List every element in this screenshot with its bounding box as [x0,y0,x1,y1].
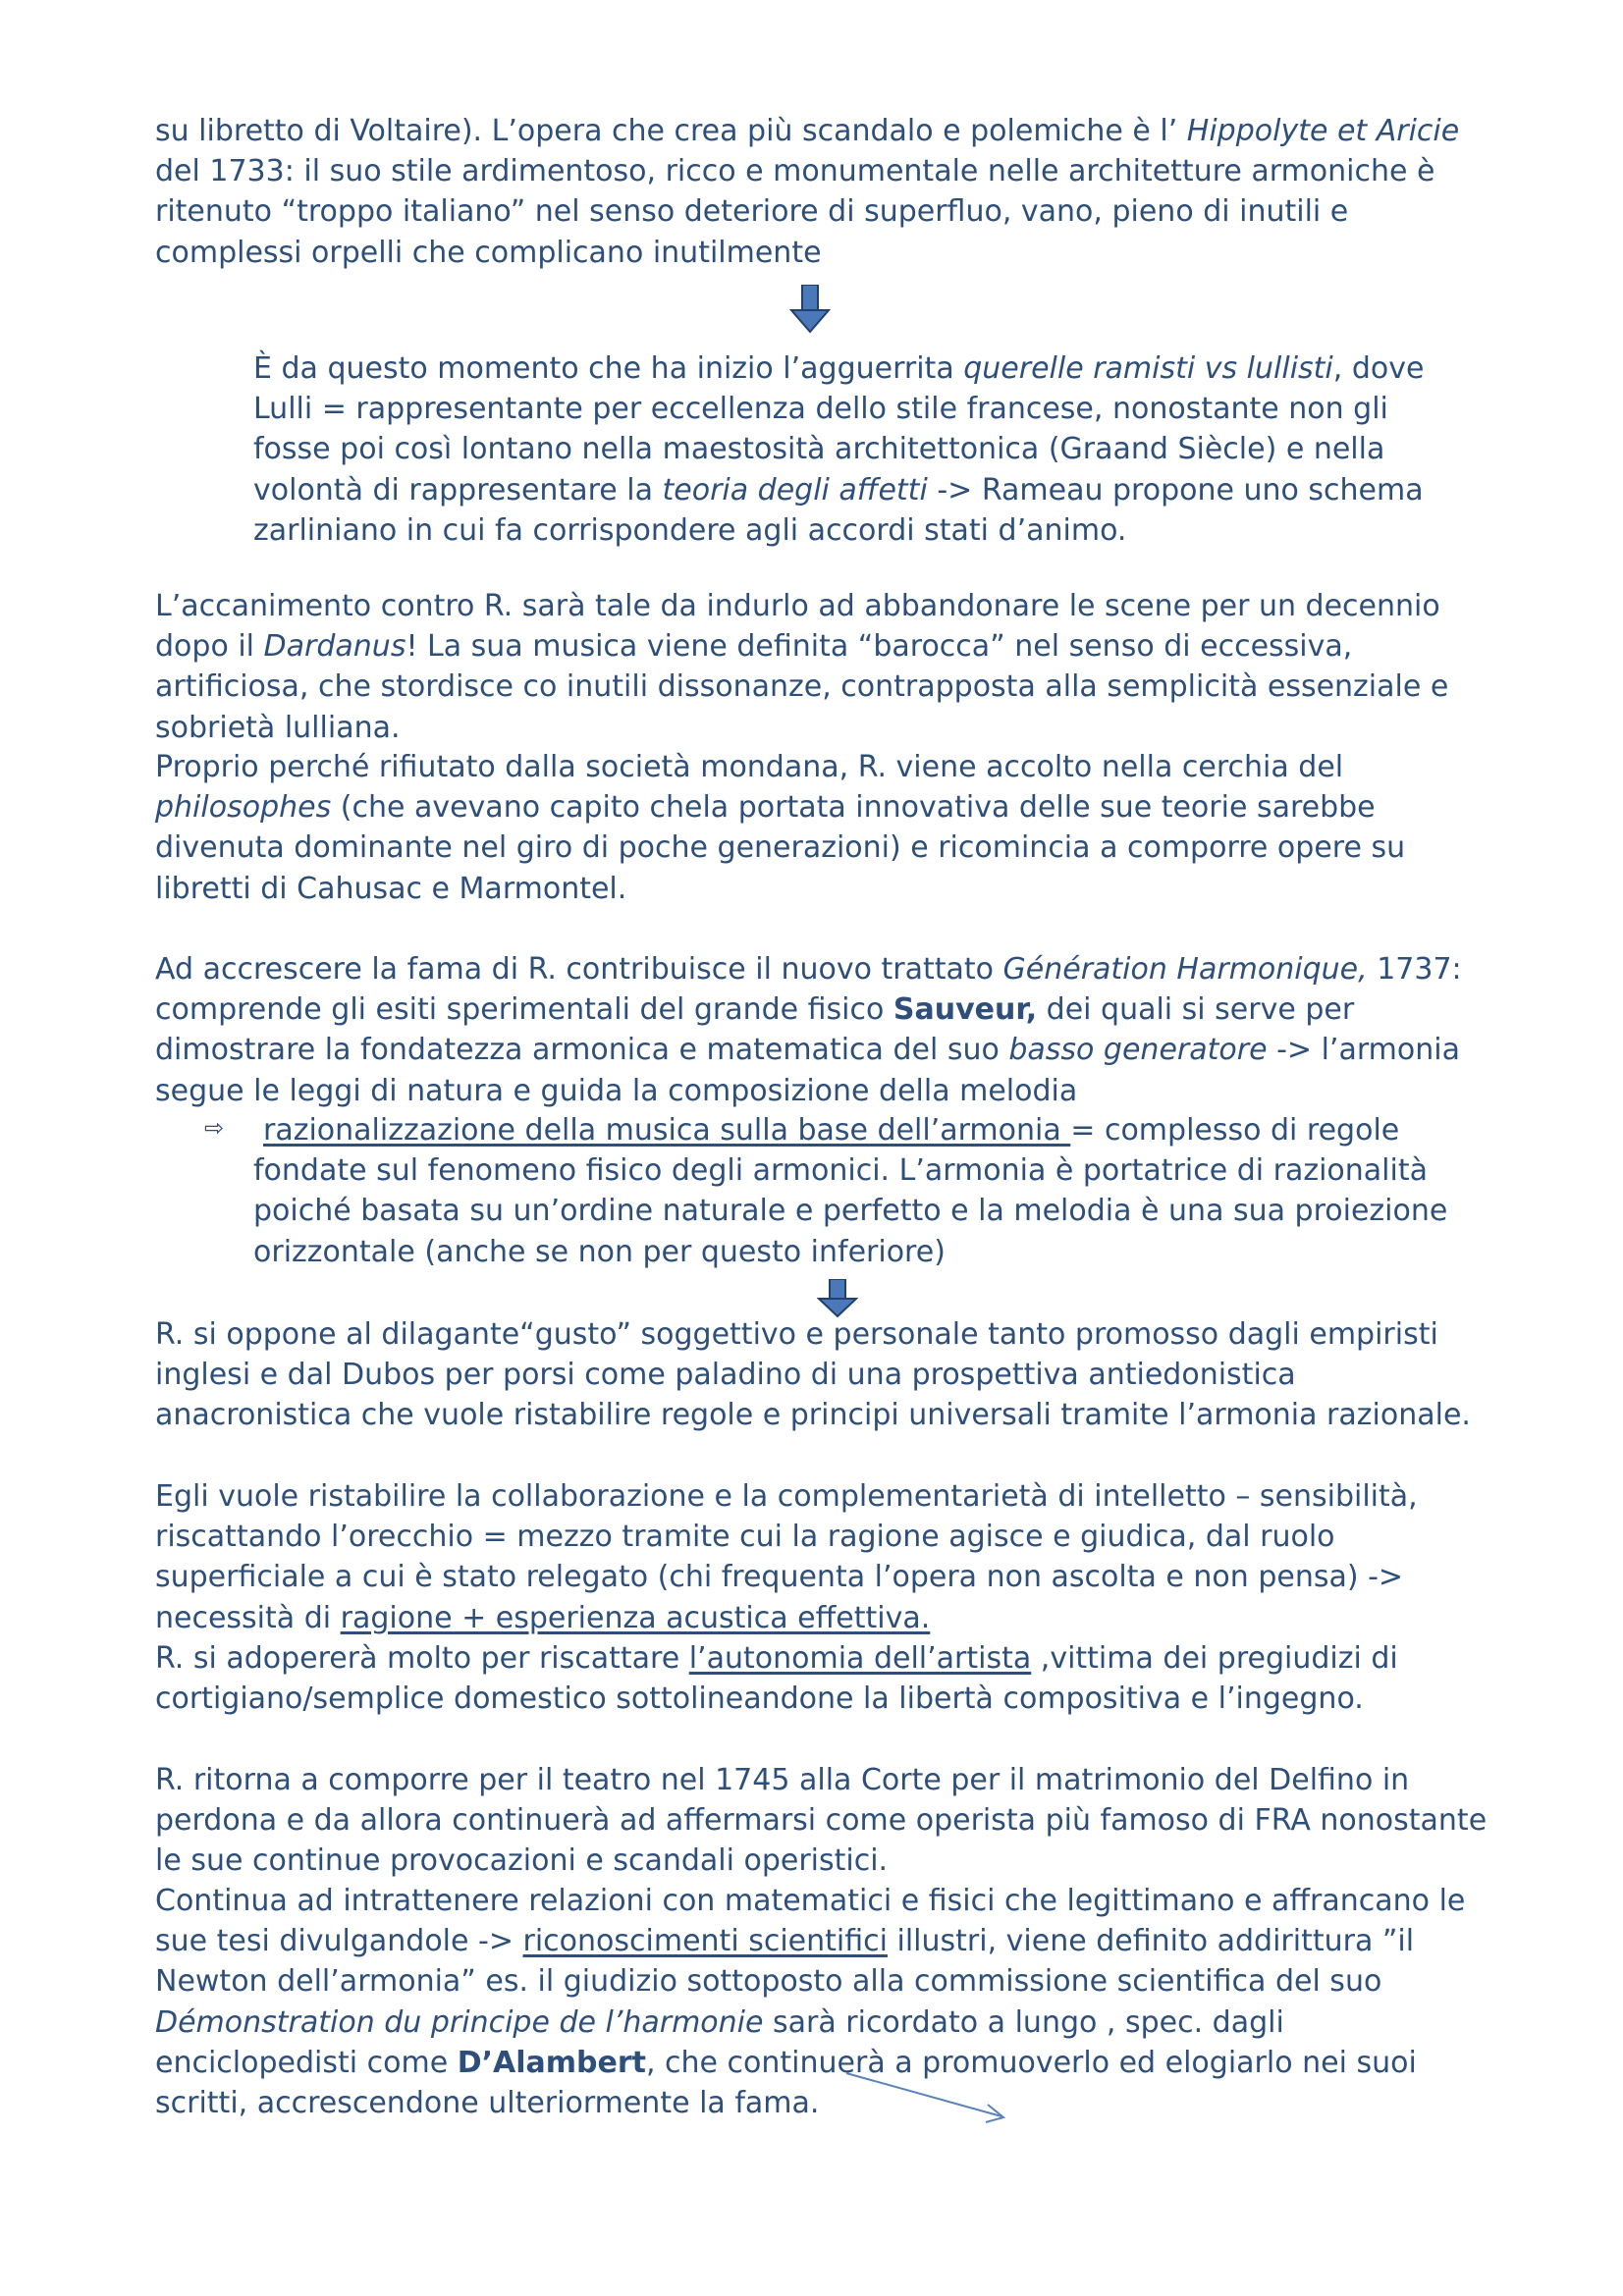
paragraph-teatro-1745: R. ritorna a comporre per il teatro nel 1745 alla Corte per il matrimonio del Delfino in perdona e da allora continuerà ad affermarsi come operista più famoso di FRA nonostante le sue continue provocazioni e scandali operistici. [155,1763,1488,1879]
down-arrow-icon-2 [817,1279,858,1318]
paragraph-querelle: È da questo momento che ha inizio l’agguerrita querelle ramisti vs lullisti, dove Lulli = rappresentante per eccellenza dello stile francese, nonostante non gli fosse poi così lontano nella maestosità architettonica (Graand Siècle) e nella volontà di rappresentare la teoria degli affetti -> Rameau propone uno schema zarliniano in cui fa corrispondere agli accordi stati d’animo. [253,351,1425,548]
paragraph-philosophes: Proprio perché rifiutato dalla società mondana, R. viene accolto nella cerchia del philosophes (che avevano capito chela portata innovativa delle sue teorie sarebbe divenuta dominante nel giro di poche generazioni) e ricomincia a comporre opere su libretti di Cahusac e Marmontel. [155,750,1406,906]
paragraph-razionalizzazione: razionalizzazione della musica sulla base dell’armonia = complesso di regole fondate sul fenomeno fisico degli armonici. L’armonia è portatrice di razionalità poiché basata su un’ordine naturale e perfetto e la melodia è una sua proiezione orizzontale (anche se non per questo inferiore) [253,1113,1448,1269]
diagonal-arrow-icon [844,2069,1011,2126]
down-arrow-icon [789,285,831,334]
paragraph-hippolyte: su libretto di Voltaire). L’opera che crea più scandalo e polemiche è l’ Hippolyte et Aricie del 1733: il suo stile ardimentoso, ricco e monumentale nelle architetture armoniche è ritenuto “troppo italiano” nel senso deteriore di superfluo, vano, pieno di inutili e complessi orpelli che complicano inutilmente [155,114,1460,270]
paragraph-intelletto-sensibilita: Egli vuole ristabilire la collaborazione e la complementarietà di intelletto – sensibilità, riscattando l’orecchio = mezzo tramite cui la ragione agisce e giudica, dal ruolo superficiale a cui è stato relegato (chi frequenta l’opera non ascolta e non pensa) -> necessità di ragione + esperienza acustica effettiva. [155,1479,1418,1635]
paragraph-accanimento: L’accanimento contro R. sarà tale da indurlo ad abbandonare le scene per un decennio dopo il Dardanus! La sua musica viene definita “barocca” nel senso di eccessiva, artificiosa, che stordisce co inutili dissonanze, contrapposta alla semplicità essenziale e sobrietà lulliana. [155,589,1449,745]
paragraph-riconoscimenti: Continua ad intrattenere relazioni con matematici e fisici che legittimano e affrancano le sue tesi divulgandole -> riconoscimenti scientifici illustri, viene definito addirittura ”il Newton dell’armonia” es. il giudizio sottoposto alla commissione scientifica del suo Démonstration du principe de l’harmonie sarà ricordato a lungo , spec. dagli enciclopedisti come D’Alambert, che continuerà a promuoverlo ed elogiarlo nei suoi scritti, accrescendone ulteriormente la fama. [155,1884,1466,2121]
paragraph-gusto: R. si oppone al dilagante“gusto” soggettivo e personale tanto promosso dagli empiristi inglesi e dal Dubos per porsi come paladino di una prospettiva antiedonistica anacronistica che vuole ristabilire regole e principi universali tramite l’armonia razionale. [155,1317,1471,1433]
paragraph-generation-harmonique: Ad accrescere la fama di R. contribuisce il nuovo trattato Génération Harmonique, 1737: comprende gli esiti sperimentali del grande fisico Sauveur, dei quali si serve per dimostrare la fondatezza armonica e matematica del suo basso generatore -> l’armonia segue le leggi di natura e guida la composizione della melodia [155,952,1462,1108]
paragraph-autonomia: R. si adopererà molto per riscattare l’autonomia dell’artista ,vittima dei pregiudizi di cortigiano/semplice domestico sottolineandone la libertà compositiva e l’ingegno. [155,1641,1398,1717]
arrow-bullet-icon: ⇨ [204,1114,225,1142]
